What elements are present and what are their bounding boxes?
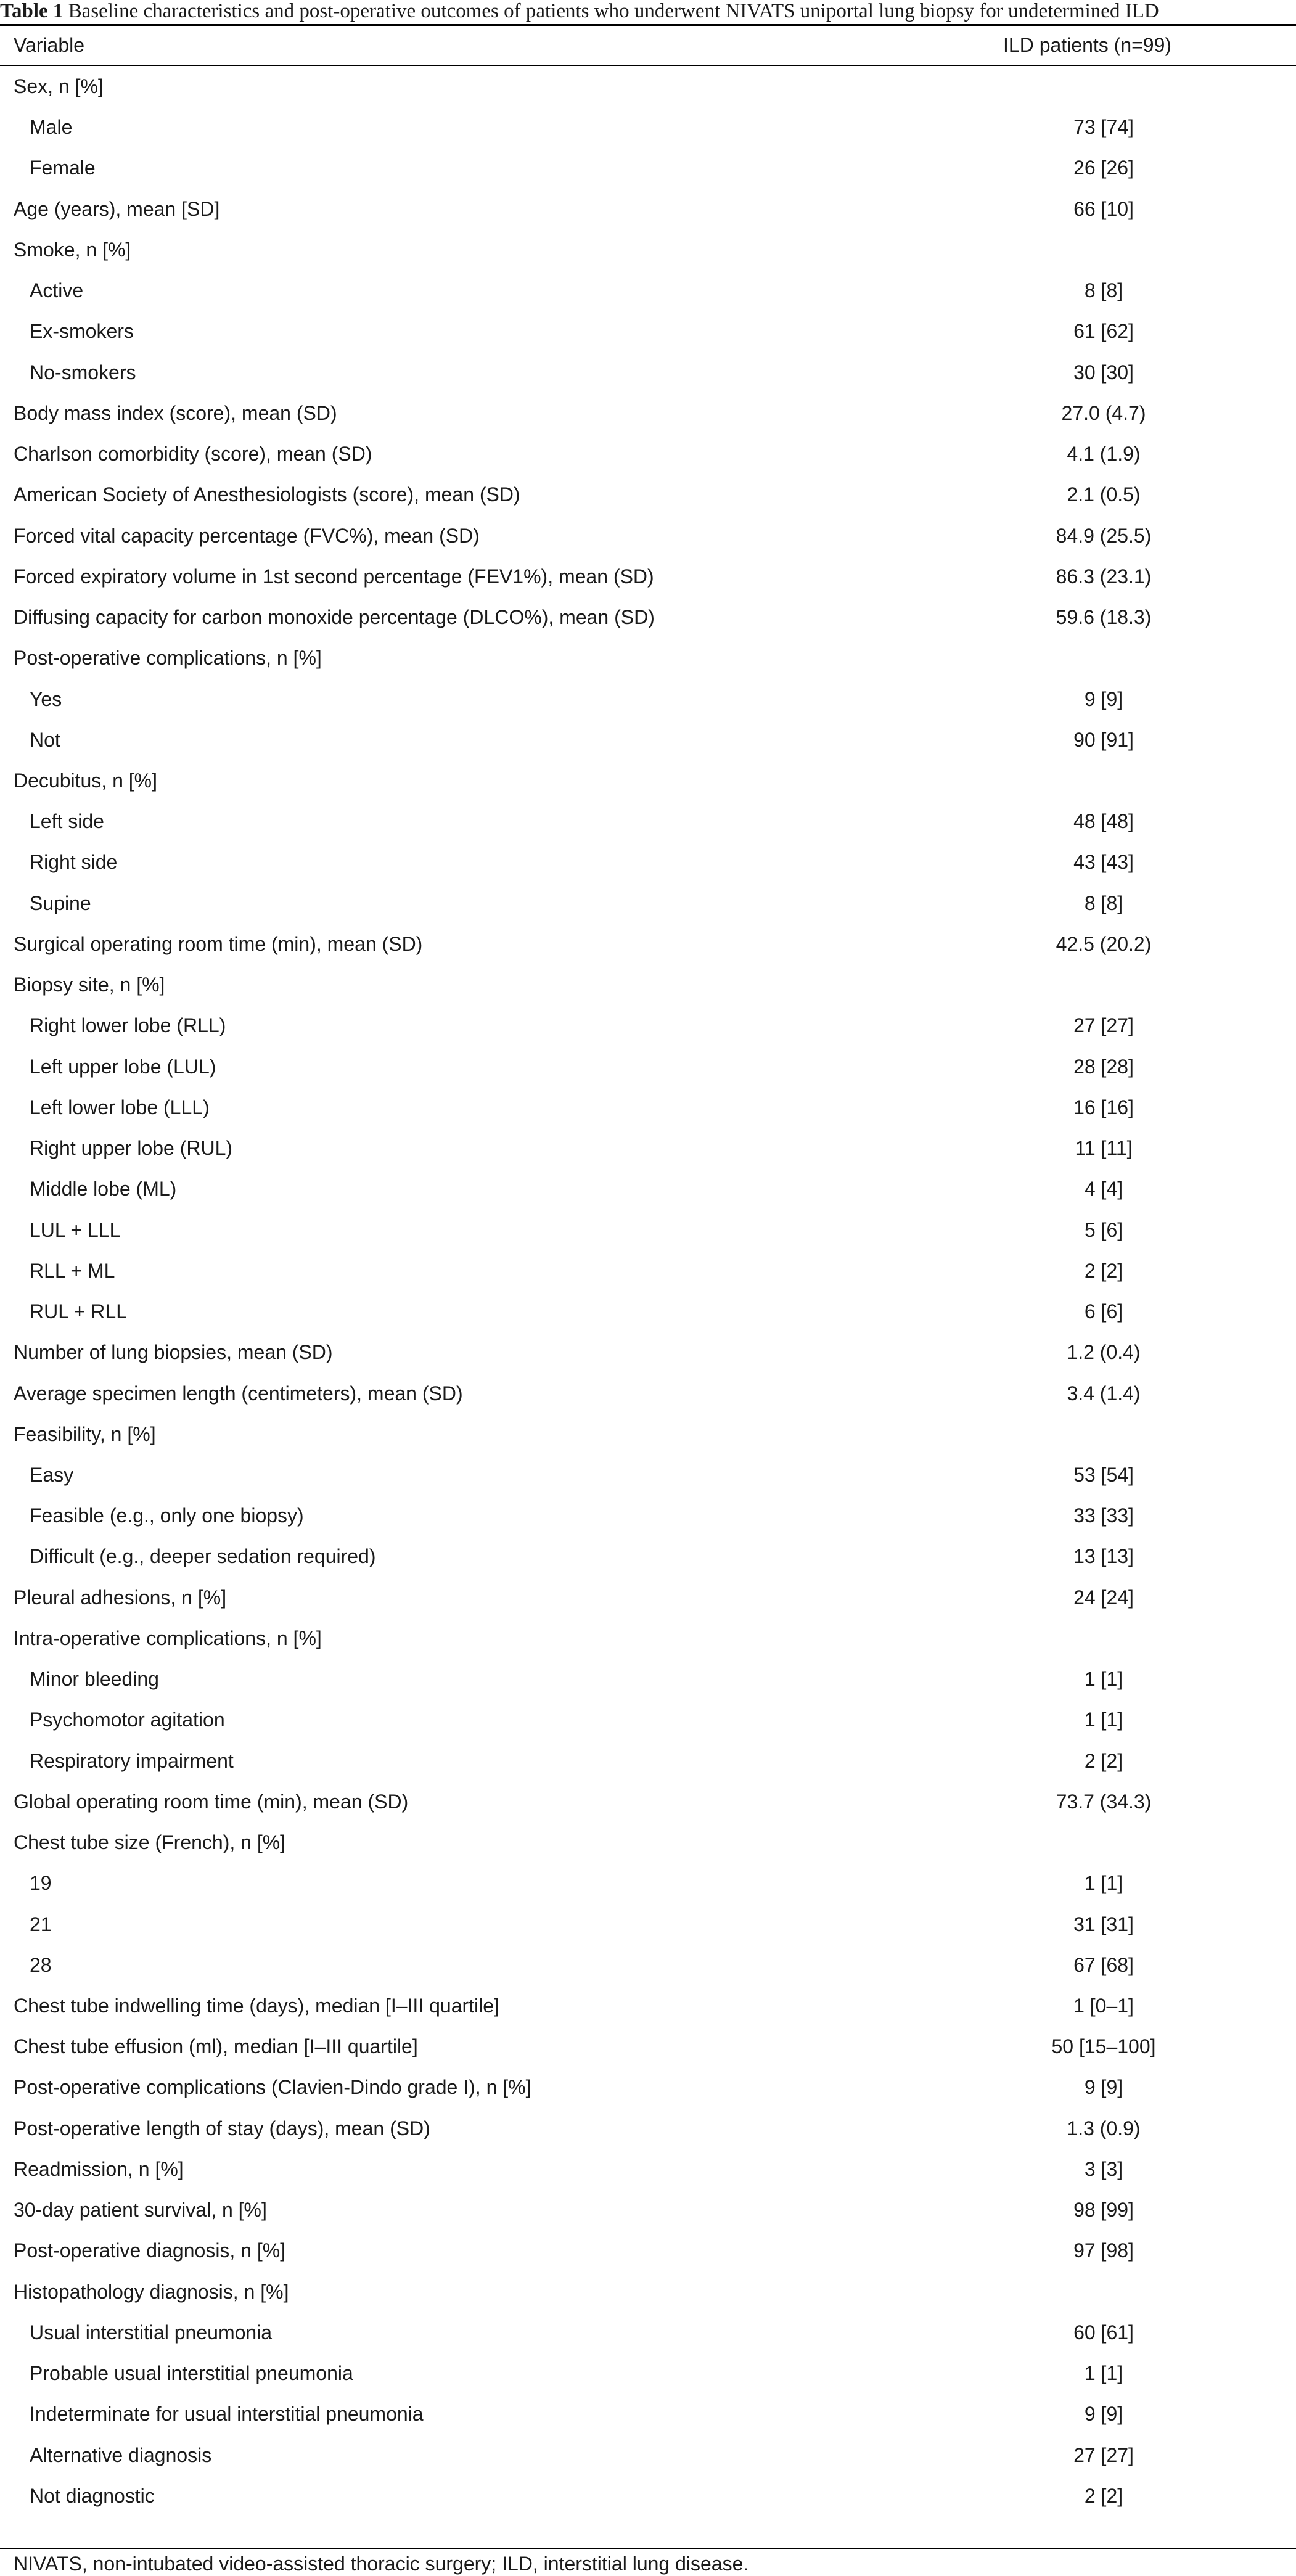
row-value: 9 [9]	[1084, 2076, 1123, 2099]
row-label: Female	[30, 157, 96, 179]
table-row	[0, 679, 1296, 720]
row-label: Decubitus, n [%]	[14, 769, 157, 792]
row-value: 6 [6]	[1084, 1300, 1123, 1323]
row-label: Right upper lobe (RUL)	[30, 1137, 233, 1160]
row-label: Supine	[30, 892, 91, 914]
table-row	[0, 393, 1296, 433]
row-label: Smoke, n [%]	[14, 238, 131, 261]
row-label: Respiratory impairment	[30, 1749, 234, 1772]
row-label: Left side	[30, 810, 104, 833]
table-row	[0, 1863, 1296, 1903]
row-label: 28	[30, 1953, 52, 1976]
table-row	[0, 147, 1296, 188]
row-label: Post-operative diagnosis, n [%]	[14, 2239, 286, 2262]
row-label: Chest tube effusion (ml), median [I–III quartile]	[14, 2035, 418, 2058]
row-value: 1 [1]	[1084, 1872, 1123, 1895]
row-label: Not diagnostic	[30, 2484, 155, 2507]
row-label: Sex, n [%]	[14, 75, 104, 97]
row-label: Body mass index (score), mean (SD)	[14, 401, 337, 424]
row-value: 4.1 (1.9)	[1067, 443, 1141, 466]
row-value: 27 [27]	[1073, 1014, 1134, 1037]
row-label: Age (years), mean [SD]	[14, 197, 220, 220]
table-row	[0, 270, 1296, 311]
table-row	[0, 1985, 1296, 2026]
row-label: Not	[30, 728, 60, 751]
row-value: 66 [10]	[1073, 197, 1134, 220]
table-row	[0, 801, 1296, 842]
table-row	[0, 964, 1296, 1005]
row-value: 53 [54]	[1073, 1463, 1134, 1486]
row-value: 9 [9]	[1084, 2403, 1123, 2426]
table-row	[0, 760, 1296, 801]
row-label: 19	[30, 1872, 52, 1895]
row-value: 42.5 (20.2)	[1056, 932, 1152, 955]
table-row	[0, 2149, 1296, 2189]
table-row	[0, 597, 1296, 638]
table-row	[0, 2271, 1296, 2312]
row-value: 67 [68]	[1073, 1953, 1134, 1976]
table-row	[0, 2476, 1296, 2516]
header-variable: Variable	[14, 34, 85, 56]
row-label: Left lower lobe (LLL)	[30, 1096, 210, 1118]
row-value: 60 [61]	[1073, 2321, 1134, 2344]
row-value: 97 [98]	[1073, 2239, 1134, 2262]
table-row	[0, 1781, 1296, 1822]
row-label: Number of lung biopsies, mean (SD)	[14, 1341, 333, 1364]
row-label: Diffusing capacity for carbon monoxide percentage (DLCO%), mean (SD)	[14, 606, 655, 629]
row-label: LUL + LLL	[30, 1218, 121, 1241]
row-label: RLL + ML	[30, 1259, 115, 1282]
row-value: 1 [1]	[1084, 2362, 1123, 2385]
row-value: 8 [8]	[1084, 279, 1123, 302]
row-label: Post-operative complications, n [%]	[14, 647, 322, 670]
table-row	[0, 229, 1296, 270]
row-value: 48 [48]	[1073, 810, 1134, 833]
table-row	[0, 2026, 1296, 2067]
row-value: 27.0 (4.7)	[1061, 401, 1146, 424]
table-row	[0, 1699, 1296, 1740]
row-value: 8 [8]	[1084, 892, 1123, 914]
table-row	[0, 924, 1296, 964]
table-row	[0, 352, 1296, 393]
row-label: Intra-operative complications, n [%]	[14, 1626, 322, 1649]
table-row	[0, 1005, 1296, 1046]
row-label: Minor bleeding	[30, 1668, 159, 1691]
row-label: Male	[30, 116, 73, 139]
row-value: 5 [6]	[1084, 1218, 1123, 1241]
row-value: 43 [43]	[1073, 851, 1134, 874]
row-value: 1.3 (0.9)	[1067, 2117, 1141, 2139]
row-value: 1 [0–1]	[1073, 1995, 1134, 2017]
row-value: 2.1 (0.5)	[1067, 483, 1141, 506]
row-value: 86.3 (23.1)	[1056, 565, 1152, 588]
table-caption	[0, 0, 1296, 23]
row-label: Readmission, n [%]	[14, 2157, 184, 2180]
row-label: 21	[30, 1913, 52, 1935]
row-label: Global operating room time (min), mean (SD)	[14, 1790, 409, 1813]
row-value: 1 [1]	[1084, 1668, 1123, 1691]
table-row	[0, 2108, 1296, 2149]
table-row	[0, 1618, 1296, 1659]
table-row	[0, 1414, 1296, 1454]
table-row	[0, 189, 1296, 229]
table-row	[0, 2312, 1296, 2353]
table-row	[0, 1373, 1296, 1414]
row-value: 27 [27]	[1073, 2443, 1134, 2466]
table-row	[0, 1128, 1296, 1168]
table-row	[0, 2230, 1296, 2271]
table-row	[0, 1250, 1296, 1291]
row-value: 1.2 (0.4)	[1067, 1341, 1141, 1364]
table-row	[0, 311, 1296, 351]
row-label: Histopathology diagnosis, n [%]	[14, 2280, 289, 2303]
table-row	[0, 720, 1296, 760]
row-label: American Society of Anesthesiologists (score), mean (SD)	[14, 483, 520, 506]
row-label: Probable usual interstitial pneumonia	[30, 2362, 353, 2385]
row-label: Surgical operating room time (min), mean (SD)	[14, 932, 423, 955]
row-label: Forced expiratory volume in 1st second percentage (FEV1%), mean (SD)	[14, 565, 654, 588]
table-row	[0, 556, 1296, 597]
table-row	[0, 883, 1296, 924]
row-value: 59.6 (18.3)	[1056, 606, 1152, 629]
row-label: Psychomotor agitation	[30, 1708, 225, 1731]
table-row	[0, 1046, 1296, 1087]
table-row	[0, 1659, 1296, 1699]
row-label: Post-operative length of stay (days), mean (SD)	[14, 2117, 430, 2139]
row-label: 30-day patient survival, n [%]	[14, 2199, 267, 2221]
table-row	[0, 1168, 1296, 1209]
table-row	[0, 1536, 1296, 1577]
row-label: Right lower lobe (RLL)	[30, 1014, 226, 1037]
row-label: Feasible (e.g., only one biopsy)	[30, 1504, 304, 1527]
row-value: 9 [9]	[1084, 687, 1123, 710]
row-label: Middle lobe (ML)	[30, 1178, 177, 1200]
row-value: 30 [30]	[1073, 361, 1134, 384]
row-value: 2 [2]	[1084, 2484, 1123, 2507]
header-ild-patients: ILD patients (n=99)	[1003, 34, 1172, 56]
table-row	[0, 2353, 1296, 2393]
table-footnote: NIVATS, non-intubated video-assisted thoracic surgery; ILD, interstitial lung disease.	[14, 2553, 749, 2575]
row-label: Charlson comorbidity (score), mean (SD)	[14, 443, 372, 466]
row-label: Ex-smokers	[30, 320, 134, 343]
table-row	[0, 1210, 1296, 1250]
row-label: Chest tube size (French), n [%]	[14, 1831, 286, 1854]
row-value: 24 [24]	[1073, 1586, 1134, 1609]
table-row	[0, 2393, 1296, 2434]
row-value: 4 [4]	[1084, 1178, 1123, 1200]
row-label: No-smokers	[30, 361, 136, 384]
table-row	[0, 1945, 1296, 1985]
row-label: Alternative diagnosis	[30, 2443, 212, 2466]
table-row	[0, 1577, 1296, 1618]
row-label: Yes	[30, 687, 62, 710]
table-row	[0, 2189, 1296, 2230]
table-caption-label: Table 1	[0, 0, 64, 22]
row-value: 2 [2]	[1084, 1749, 1123, 1772]
row-value: 2 [2]	[1084, 1259, 1123, 1282]
table-row	[0, 1904, 1296, 1945]
row-label: Biopsy site, n [%]	[14, 974, 165, 996]
table-row	[0, 1332, 1296, 1372]
row-value: 50 [15–100]	[1051, 2035, 1156, 2058]
row-value: 11 [11]	[1075, 1137, 1133, 1160]
table-body	[0, 66, 1296, 2516]
table-caption-text: Baseline characteristics and post-operative outcomes of patients who underwent NIVATS uniportal lung biopsy for undetermined ILD	[68, 0, 1159, 22]
row-value: 1 [1]	[1084, 1708, 1123, 1731]
row-value: 98 [99]	[1073, 2199, 1134, 2221]
row-label: Forced vital capacity percentage (FVC%), mean (SD)	[14, 524, 480, 547]
table-row	[0, 842, 1296, 882]
row-value: 28 [28]	[1073, 1055, 1134, 1078]
row-value: 73 [74]	[1073, 116, 1134, 139]
table-row	[0, 66, 1296, 107]
row-value: 33 [33]	[1073, 1504, 1134, 1527]
row-label: Indeterminate for usual interstitial pneumonia	[30, 2403, 424, 2426]
row-label: Left upper lobe (LUL)	[30, 1055, 216, 1078]
row-label: Chest tube indwelling time (days), median [I–III quartile]	[14, 1995, 499, 2017]
row-label: Pleural adhesions, n [%]	[14, 1586, 227, 1609]
row-value: 84.9 (25.5)	[1056, 524, 1152, 547]
table-row	[0, 474, 1296, 515]
row-label: Easy	[30, 1463, 74, 1486]
row-value: 16 [16]	[1073, 1096, 1134, 1118]
row-label: Difficult (e.g., deeper sedation required)	[30, 1545, 376, 1568]
table-header	[0, 26, 1296, 65]
table-row	[0, 1087, 1296, 1128]
row-value: 31 [31]	[1073, 1913, 1134, 1935]
table-bottom-rule	[0, 2548, 1296, 2549]
table-row	[0, 107, 1296, 147]
table-row	[0, 638, 1296, 678]
row-value: 3.4 (1.4)	[1067, 1382, 1141, 1405]
table-row	[0, 1454, 1296, 1495]
table-row	[0, 1291, 1296, 1332]
row-value: 13 [13]	[1073, 1545, 1134, 1568]
table-row	[0, 2435, 1296, 2476]
table-row	[0, 515, 1296, 556]
row-value: 61 [62]	[1073, 320, 1134, 343]
row-label: Average specimen length (centimeters), mean (SD)	[14, 1382, 463, 1405]
row-value: 3 [3]	[1084, 2157, 1123, 2180]
row-label: Active	[30, 279, 84, 302]
row-label: Right side	[30, 851, 118, 874]
row-value: 90 [91]	[1073, 728, 1134, 751]
table-row	[0, 1822, 1296, 1863]
row-label: Usual interstitial pneumonia	[30, 2321, 273, 2344]
table-row	[0, 2067, 1296, 2107]
table-row	[0, 1495, 1296, 1536]
table-row	[0, 433, 1296, 474]
row-value: 73.7 (34.3)	[1056, 1790, 1152, 1813]
row-label: Post-operative complications (Clavien-Dindo grade I), n [%]	[14, 2076, 531, 2099]
row-value: 26 [26]	[1073, 157, 1134, 179]
table-row	[0, 1741, 1296, 1781]
row-label: RUL + RLL	[30, 1300, 127, 1323]
row-label: Feasibility, n [%]	[14, 1422, 156, 1445]
